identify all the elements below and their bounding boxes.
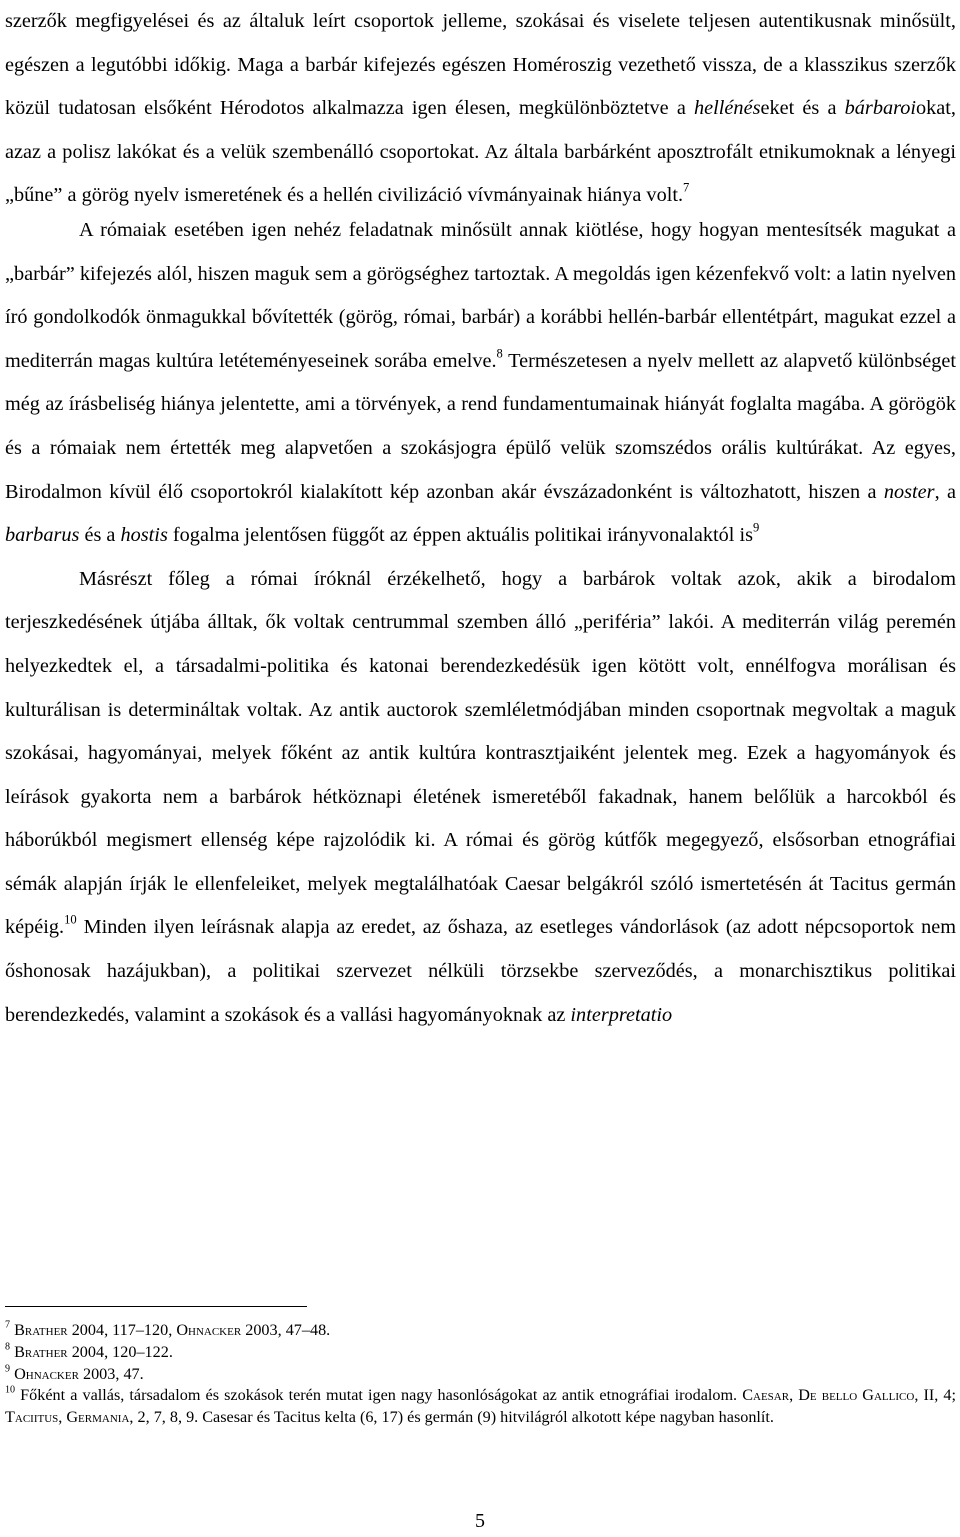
italic-term: hostis bbox=[120, 524, 168, 547]
footnote-ref[interactable]: 10 bbox=[64, 913, 77, 928]
footnote-text: , II, 4; bbox=[914, 1386, 956, 1405]
footnote-text: 2004, 120–122. bbox=[67, 1342, 173, 1361]
text-run: okat, azaz a polisz lakókat és a velük szembenálló csoportokat. Az általa barbárként aposztrofált etnikumoknak a lényegi „bűne” a görög nyelv ismeretének és a hellén civilizáció vívmányainak hiánya volt. bbox=[5, 97, 957, 207]
work-title: Caesar, De bello Gallico bbox=[742, 1386, 915, 1405]
text-run: Másrészt főleg a római íróknál érzékelhető, hogy a barbárok voltak azok, akik a birodalom terjeszkedésének útjába álltak, ők voltak centrummal szemben álló „periféria” lakói. A mediterrán világ peremén helyezkedtek el, a társadalmi-politika és katonai berendezkedésük igen kötött volt, ennélfogva morálisan és kulturálisan is determináltak voltak. Az antik auctorok szemléletmódjában minden csoportnak megvoltak a maguk szokásai, hagyományai, melyek főként az antik kultúra kontrasztjaiként jelentek meg. Ezek a hagyományok és leírások gyakorta nem a barbárok hétköznapi életének ismeretéből fakadnak, hanem belőlük a harcokból és háborúkból megismert ellenség képe rajzolódik ki. A római és görög kútfők megegyező, elsősorban etnográfiai sémák alapján írják le ellenfeleiket, melyek megtalálhatóak Caesar belgákról szóló ismertetésén át Tacitus germán képéig. bbox=[5, 567, 956, 939]
author-name: Brather bbox=[14, 1321, 68, 1339]
footnote-text: Főként a vallás, társadalom és szokások terén mutat igen nagy hasonlóságokat az antik etnográfiai irodalom. bbox=[15, 1386, 743, 1405]
footnote-7 bbox=[5, 1320, 956, 1342]
footnote-number: 9 bbox=[5, 1363, 11, 1375]
footnote-text: , 2, 7, 8, 9. Casesar és Tacitus kelta (6, 17) és germán (9) hitvilágról alkotott képe nagyban hasonlít. bbox=[129, 1408, 774, 1427]
author-name: Ohnacker bbox=[14, 1364, 79, 1383]
text-run: és a bbox=[79, 524, 121, 547]
footnote-ref[interactable]: 7 bbox=[683, 180, 690, 195]
text-run: Természetesen a nyelv mellett az alapvető különbséget még az írásbeliség hiánya jelentette, ami a törvények, a rend fundamentumainak hiányát foglalta magába. A görögök és a rómaiak nem értették meg alapvetően a szokásjogra épülő velük szomszédos orális kultúrákat. Az egyes, Birodalmon kívül élő csoportokról kialakított kép azonban akár évszázadonként is változhatott, hiszen a bbox=[5, 349, 956, 503]
text-run: fogalma jelentősen függőt az éppen aktuális politikai irányvonalaktól is bbox=[167, 524, 754, 547]
text-run: szerzők megfigyelései és az általuk leírt csoportok jelleme, szokásai és viselete teljesen autentikusnak minősült, egészen a legutóbbi időkig. Maga a barbár kifejezés egészen Homéroszig vezethető vissza, de a klasszikus szerzők közül tudatosan elsőként Hérodotos alkalmazza igen élesen, megkülönböztetve a bbox=[5, 10, 956, 120]
footnote-separator bbox=[5, 1306, 307, 1307]
footnotes bbox=[5, 1320, 956, 1429]
italic-term: noster bbox=[883, 480, 935, 503]
paragraph-3 bbox=[5, 558, 956, 1038]
italic-term: bárbaroi bbox=[844, 97, 917, 120]
footnote-text: 2003, 47–48. bbox=[241, 1321, 331, 1339]
footnote-ref[interactable]: 8 bbox=[496, 346, 503, 361]
work-title: Taciitus, Germania bbox=[5, 1408, 130, 1427]
footnote-number: 8 bbox=[5, 1341, 11, 1353]
footnote-9 bbox=[5, 1364, 956, 1386]
paragraph-2 bbox=[5, 209, 956, 558]
paragraph-1 bbox=[5, 0, 956, 218]
text-run: eket és a bbox=[760, 97, 845, 120]
footnote-text: 2004, 117–120, bbox=[67, 1321, 177, 1339]
footnote-number: 7 bbox=[5, 1319, 11, 1331]
page-content bbox=[5, 0, 956, 1037]
main-text bbox=[5, 0, 956, 1037]
italic-term: hellénés bbox=[694, 97, 761, 120]
footnote-number: 10 bbox=[5, 1384, 16, 1396]
text-run: Minden ilyen leírásnak alapja az eredet, az őshaza, az esetleges vándorlások (az adott népcsoportok nem őshonosak hazájukban), a politikai szervezet nélküli törzsekbe szerveződés, a monarchisztikus politikai berendezkedés, valamint a szokások és a vallási hagyományoknak az bbox=[5, 916, 956, 1026]
footnote-ref[interactable]: 9 bbox=[753, 520, 760, 535]
author-name: Ohnacker bbox=[176, 1321, 242, 1339]
italic-term: barbarus bbox=[5, 524, 80, 547]
text-run: , a bbox=[934, 480, 956, 503]
footnote-10 bbox=[5, 1385, 956, 1429]
page-number: 5 bbox=[475, 1510, 485, 1532]
footnote-8 bbox=[5, 1342, 956, 1364]
italic-term: interpretatio bbox=[570, 1003, 673, 1026]
footnote-text: 2003, 47. bbox=[78, 1364, 144, 1383]
text-run: A rómaiak esetében igen nehéz feladatnak minősült annak kiötlése, hogy hogyan mentesítsék magukat a „barbár” kifejezés alól, hiszen maguk sem a görögséghez tartoztak. A megoldás igen kézenfekvő volt: a latin nyelven író gondolkodók önmagukkal bővítették (görög, római, barbár) a korábbi hellén-barbár ellentétpárt, magukat ezzel a mediterrán magas kultúra letéteményeseinek sorába emelve. bbox=[5, 218, 956, 372]
author-name: Brather bbox=[14, 1342, 68, 1361]
